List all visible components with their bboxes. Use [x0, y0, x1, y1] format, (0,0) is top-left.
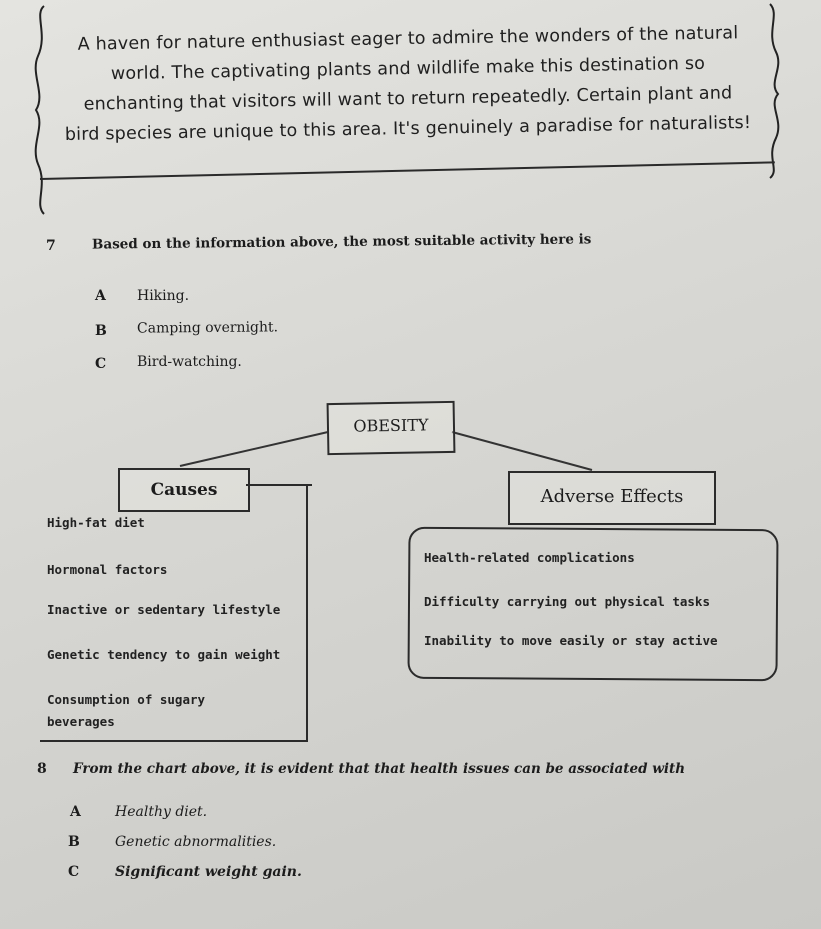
- causes-title: Causes: [150, 480, 218, 500]
- question-7-number: 7: [46, 238, 56, 254]
- passage-line: A haven for nature enthusiast eager to admire the wonders of the natural: [77, 23, 739, 55]
- question-8-text: From the chart above, it is evident that that health issues can be associated with: [73, 761, 686, 777]
- effect-item: Health-related complications: [424, 550, 635, 565]
- effects-header-box: [508, 471, 716, 525]
- cause-item: High-fat diet: [47, 515, 145, 530]
- q8-option-text: Healthy diet.: [115, 804, 208, 820]
- q8-option-letter: A: [70, 804, 81, 820]
- q8-option-text: Significant weight gain.: [115, 864, 302, 880]
- connector-line: [452, 432, 592, 470]
- effect-item: Difficulty carrying out physical tasks: [424, 594, 710, 609]
- q7-option-letter: A: [95, 288, 106, 304]
- obesity-title: OBESITY: [353, 415, 429, 436]
- effects-title: Adverse Effects: [540, 486, 684, 507]
- q8-option-letter: B: [68, 834, 80, 850]
- q8-option-letter: C: [68, 864, 80, 880]
- obesity-root-box: [327, 401, 456, 455]
- q7-option-text: Hiking.: [137, 288, 190, 304]
- q7-option-letter: C: [95, 356, 107, 372]
- cause-item: beverages: [47, 714, 115, 729]
- cause-item: Genetic tendency to gain weight: [47, 647, 281, 662]
- passage-line: enchanting that visitors will want to return repeatedly. Certain plant and: [83, 83, 733, 115]
- q7-option-letter: B: [95, 323, 107, 339]
- passage-line: bird species are unique to this area. It's genuinely a paradise for naturalists!: [64, 113, 752, 145]
- question-7-text: Based on the information above, the most suitable activity here is: [91, 231, 592, 253]
- question-8-number: 8: [37, 761, 47, 777]
- cause-item: Consumption of sugary: [47, 692, 206, 707]
- q7-option-text: Camping overnight.: [136, 319, 279, 337]
- cause-item: Hormonal factors: [47, 562, 168, 577]
- causes-top-rule: [246, 484, 312, 486]
- connector-line: [180, 432, 328, 466]
- cause-item: Inactive or sedentary lifestyle: [47, 602, 281, 617]
- q8-option-text: Genetic abnormalities.: [115, 834, 277, 850]
- passage-line: world. The captivating plants and wildlife make this destination so: [110, 53, 706, 85]
- q7-option-text: Bird-watching.: [137, 354, 242, 370]
- effect-item: Inability to move easily or stay active: [424, 633, 718, 648]
